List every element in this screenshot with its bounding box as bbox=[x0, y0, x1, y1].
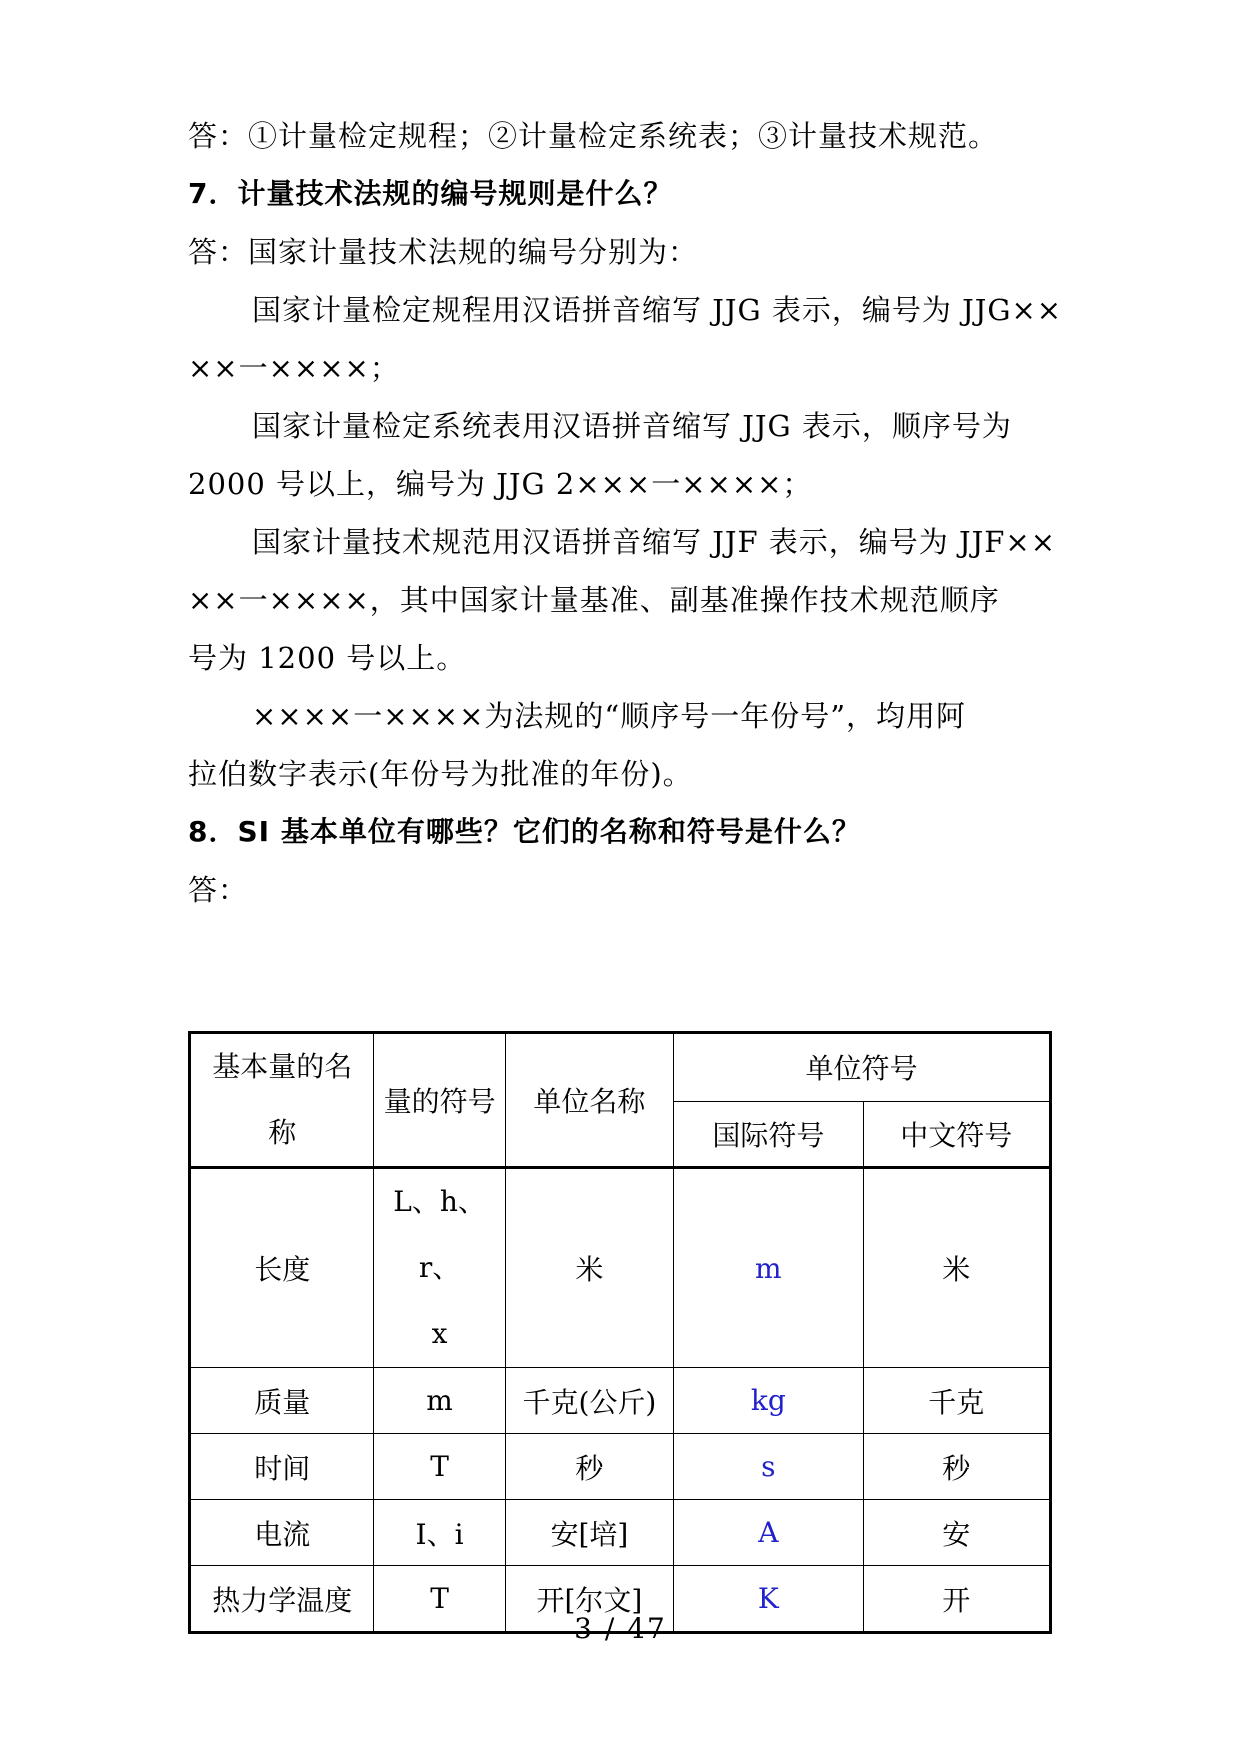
cell-chinese-symbol: 开 bbox=[863, 1566, 1050, 1633]
header-intl-symbol: 国际符号 bbox=[674, 1101, 863, 1167]
cell-quantity-symbol: T bbox=[374, 1566, 505, 1633]
cell-chinese-symbol: 安 bbox=[863, 1500, 1050, 1566]
table-row bbox=[190, 1434, 1051, 1500]
cell-intl-symbol: s bbox=[674, 1434, 863, 1500]
table-row bbox=[190, 1168, 1051, 1368]
question-7-heading: 7．计量技术法规的编号规则是什么？ bbox=[188, 177, 673, 210]
cell-chinese-symbol: 米 bbox=[863, 1168, 1050, 1368]
table-header-row bbox=[190, 1033, 1051, 1102]
cell-quantity-name: 质量 bbox=[190, 1368, 374, 1434]
cell-quantity-symbol-line1: L、h、r、 bbox=[393, 1185, 486, 1284]
paragraph-number-format-line1: ××××一××××为法规的“顺序号一年份号”，均用阿 bbox=[252, 699, 967, 733]
paragraph-jjf-line3: 号为 1200 号以上。 bbox=[188, 641, 467, 675]
header-chinese-symbol: 中文符号 bbox=[863, 1101, 1050, 1167]
cell-quantity-symbol: m bbox=[374, 1368, 505, 1434]
cell-quantity-name: 长度 bbox=[190, 1168, 374, 1368]
paragraph-system-table-line1: 国家计量检定系统表用汉语拼音缩写 JJG 表示，顺序号为 bbox=[252, 409, 1012, 443]
page-number: 3 / 47 bbox=[574, 1612, 667, 1645]
answer-6-text: 答：①计量检定规程；②计量检定系统表；③计量技术规范。 bbox=[188, 119, 999, 153]
cell-quantity-symbol-line2: x bbox=[431, 1317, 448, 1350]
cell-intl-symbol: kg bbox=[674, 1368, 863, 1434]
cell-quantity-symbol: I、i bbox=[374, 1500, 505, 1566]
header-quantity-symbol: 量的符号 bbox=[374, 1033, 505, 1168]
cell-quantity-name: 电流 bbox=[190, 1500, 374, 1566]
cell-intl-symbol: A bbox=[674, 1500, 863, 1566]
cell-unit-name: 米 bbox=[505, 1168, 673, 1368]
header-unit-symbol: 单位符号 bbox=[674, 1033, 1051, 1102]
cell-intl-symbol: K bbox=[674, 1566, 863, 1633]
paragraph-jjg-line2: ××一××××； bbox=[188, 351, 400, 385]
cell-unit-name: 安[培] bbox=[505, 1500, 673, 1566]
cell-chinese-symbol: 秒 bbox=[863, 1434, 1050, 1500]
paragraph-number-format-line2: 拉伯数字表示(年份号为批准的年份)。 bbox=[188, 757, 693, 791]
paragraph-system-table-line2: 2000 号以上，编号为 JJG 2×××一××××； bbox=[188, 467, 813, 501]
header-quantity-name-line1: 基本量的名 bbox=[212, 1050, 353, 1083]
cell-unit-name: 秒 bbox=[505, 1434, 673, 1500]
header-quantity-name bbox=[190, 1033, 374, 1168]
cell-quantity-name: 时间 bbox=[190, 1434, 374, 1500]
cell-quantity-name: 热力学温度 bbox=[190, 1566, 374, 1633]
question-8-heading: 8．SI 基本单位有哪些？它们的名称和符号是什么？ bbox=[188, 815, 861, 848]
cell-unit-name: 千克(公斤) bbox=[505, 1368, 673, 1434]
paragraph-jjf-line1: 国家计量技术规范用汉语拼音缩写 JJF 表示，编号为 JJF×× bbox=[252, 525, 1056, 559]
cell-quantity-symbol bbox=[374, 1168, 505, 1368]
header-unit-name: 单位名称 bbox=[505, 1033, 673, 1168]
paragraph-jjg-line1: 国家计量检定规程用汉语拼音缩写 JJG 表示，编号为 JJG×× bbox=[252, 293, 1063, 327]
cell-quantity-symbol: T bbox=[374, 1434, 505, 1500]
answer-8-label: 答： bbox=[188, 873, 249, 907]
si-base-units-table bbox=[188, 1031, 1052, 1634]
paragraph-jjf-line2: ××一××××，其中国家计量基准、副基准操作技术规范顺序 bbox=[188, 583, 1000, 617]
cell-chinese-symbol: 千克 bbox=[863, 1368, 1050, 1434]
table-row bbox=[190, 1368, 1051, 1434]
cell-intl-symbol: m bbox=[674, 1168, 863, 1368]
cell-unit-name: 开[尔文] bbox=[505, 1566, 673, 1633]
table-row bbox=[190, 1500, 1051, 1566]
header-quantity-name-line2: 称 bbox=[268, 1116, 297, 1149]
answer-7-intro: 答：国家计量技术法规的编号分别为： bbox=[188, 235, 699, 269]
